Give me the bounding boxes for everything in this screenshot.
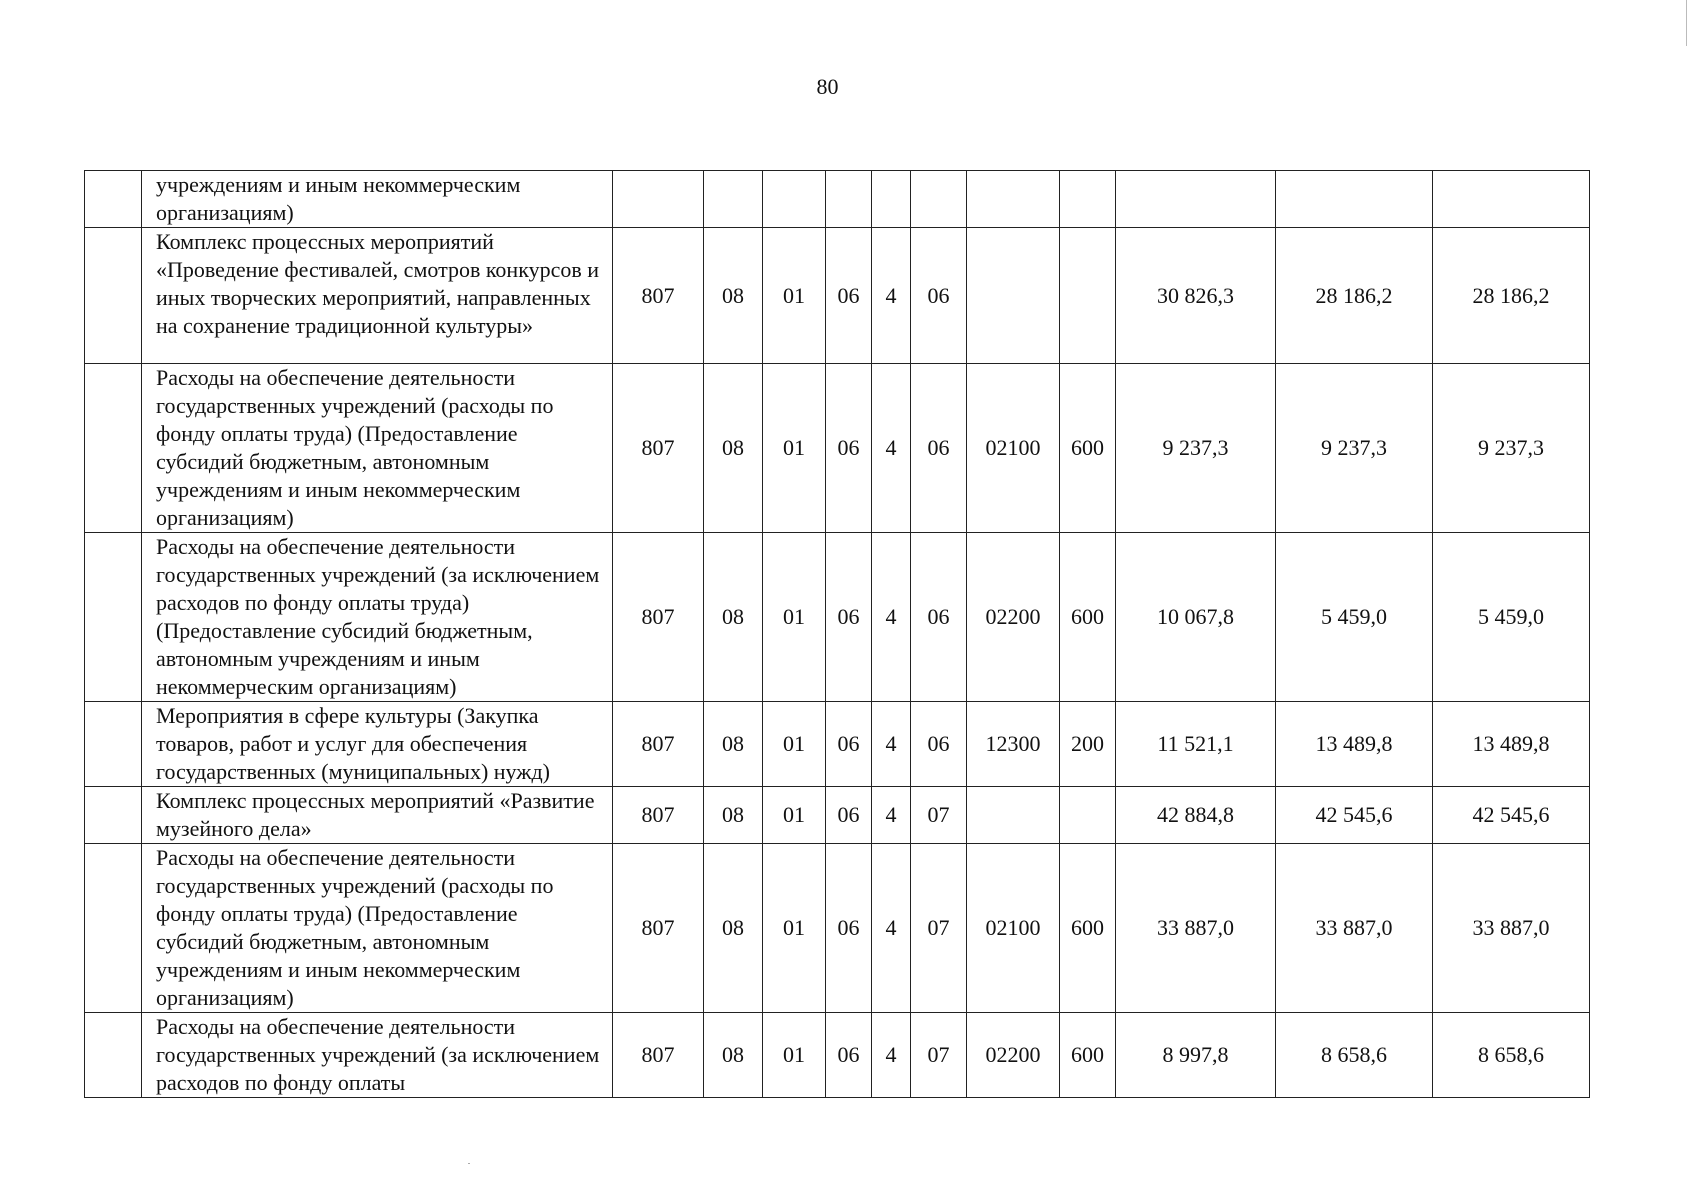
cell-index [85, 171, 142, 228]
cell-p4: 12300 [967, 702, 1060, 787]
cell-rz: 08 [704, 533, 763, 702]
cell-index [85, 533, 142, 702]
cell-y1: 42 884,8 [1116, 787, 1276, 844]
cell-y3: 33 887,0 [1433, 844, 1590, 1013]
cell-p2 [872, 171, 911, 228]
cell-vr: 200 [1060, 702, 1116, 787]
table-row [85, 1013, 1590, 1098]
cell-rz [704, 171, 763, 228]
cell-rz: 08 [704, 364, 763, 533]
cell-y2: 5 459,0 [1276, 533, 1433, 702]
cell-y3: 5 459,0 [1433, 533, 1590, 702]
cell-p2: 4 [872, 844, 911, 1013]
cell-p1 [826, 171, 872, 228]
cell-name: Комплекс процессных мероприятий «Проведение фестивалей, смотров конкурсов и иных творческих мероприятий, направленных на сохранение традиционной культуры» [142, 228, 613, 364]
cell-p1: 06 [826, 787, 872, 844]
cell-p4 [967, 228, 1060, 364]
cell-pr: 01 [763, 787, 826, 844]
cell-p4 [967, 171, 1060, 228]
cell-pr: 01 [763, 844, 826, 1013]
cell-p3: 06 [911, 533, 967, 702]
cell-index [85, 702, 142, 787]
cell-y1: 30 826,3 [1116, 228, 1276, 364]
cell-y2: 33 887,0 [1276, 844, 1433, 1013]
cell-y2: 42 545,6 [1276, 787, 1433, 844]
cell-ved: 807 [613, 1013, 704, 1098]
cell-vr [1060, 787, 1116, 844]
cell-name: Расходы на обеспечение деятельности государственных учреждений (расходы по фонду оплаты труда) (Предоставление субсидий бюджетным, автономным учреждениям и иным некоммерческим организациям) [142, 844, 613, 1013]
cell-pr: 01 [763, 364, 826, 533]
page-number: 80 [816, 74, 839, 99]
cell-name: Комплекс процессных мероприятий «Развитие музейного дела» [142, 787, 613, 844]
cell-p4 [967, 787, 1060, 844]
cell-y3: 9 237,3 [1433, 364, 1590, 533]
cell-ved: 807 [613, 844, 704, 1013]
cell-name: Расходы на обеспечение деятельности государственных учреждений (за исключением расходов по фонду оплаты [142, 1013, 613, 1098]
cell-p3: 06 [911, 364, 967, 533]
cell-pr: 01 [763, 1013, 826, 1098]
cell-p4: 02100 [967, 844, 1060, 1013]
cell-p2: 4 [872, 533, 911, 702]
cell-y3: 42 545,6 [1433, 787, 1590, 844]
cell-y3: 28 186,2 [1433, 228, 1590, 364]
cell-name: учреждениям и иным некоммерческим организациям) [142, 171, 613, 228]
cell-p3 [911, 171, 967, 228]
cell-p2: 4 [872, 364, 911, 533]
cell-vr [1060, 171, 1116, 228]
cell-y1: 11 521,1 [1116, 702, 1276, 787]
cell-p1: 06 [826, 228, 872, 364]
table-row [85, 844, 1590, 1013]
table-row [85, 228, 1590, 364]
table-row [85, 533, 1590, 702]
scan-edge-mark [1686, 0, 1687, 46]
cell-p3: 07 [911, 1013, 967, 1098]
cell-index [85, 228, 142, 364]
cell-pr: 01 [763, 702, 826, 787]
cell-p2: 4 [872, 228, 911, 364]
cell-p3: 07 [911, 787, 967, 844]
cell-y2: 28 186,2 [1276, 228, 1433, 364]
cell-p1: 06 [826, 364, 872, 533]
cell-p1: 06 [826, 533, 872, 702]
cell-name: Расходы на обеспечение деятельности государственных учреждений (за исключением расходов по фонду оплаты труда) (Предоставление субсидий бюджетным, автономным учреждениям и иным некоммерческим организациям) [142, 533, 613, 702]
scan-speck [468, 1163, 470, 1164]
cell-vr: 600 [1060, 533, 1116, 702]
cell-y1: 33 887,0 [1116, 844, 1276, 1013]
cell-y3: 8 658,6 [1433, 1013, 1590, 1098]
cell-y1: 10 067,8 [1116, 533, 1276, 702]
cell-p1: 06 [826, 702, 872, 787]
budget-table [84, 170, 1590, 1098]
cell-y2: 8 658,6 [1276, 1013, 1433, 1098]
cell-y1: 8 997,8 [1116, 1013, 1276, 1098]
cell-p3: 07 [911, 844, 967, 1013]
table-row [85, 171, 1590, 228]
cell-vr: 600 [1060, 844, 1116, 1013]
cell-ved: 807 [613, 228, 704, 364]
cell-vr: 600 [1060, 364, 1116, 533]
cell-ved: 807 [613, 787, 704, 844]
table-row [85, 787, 1590, 844]
table-row [85, 702, 1590, 787]
cell-ved: 807 [613, 702, 704, 787]
cell-name: Расходы на обеспечение деятельности государственных учреждений (расходы по фонду оплаты труда) (Предоставление субсидий бюджетным, автономным учреждениям и иным некоммерческим организациям) [142, 364, 613, 533]
cell-ved [613, 171, 704, 228]
cell-rz: 08 [704, 702, 763, 787]
cell-y3: 13 489,8 [1433, 702, 1590, 787]
cell-rz: 08 [704, 228, 763, 364]
cell-y2: 9 237,3 [1276, 364, 1433, 533]
cell-index [85, 844, 142, 1013]
cell-index [85, 1013, 142, 1098]
cell-vr [1060, 228, 1116, 364]
cell-p4: 02200 [967, 533, 1060, 702]
cell-p4: 02100 [967, 364, 1060, 533]
cell-y1 [1116, 171, 1276, 228]
cell-p1: 06 [826, 1013, 872, 1098]
cell-y2 [1276, 171, 1433, 228]
cell-p2: 4 [872, 1013, 911, 1098]
cell-ved: 807 [613, 364, 704, 533]
cell-index [85, 787, 142, 844]
cell-p2: 4 [872, 702, 911, 787]
cell-rz: 08 [704, 844, 763, 1013]
cell-p2: 4 [872, 787, 911, 844]
cell-name: Мероприятия в сфере культуры (Закупка товаров, работ и услуг для обеспечения государственных (муниципальных) нужд) [142, 702, 613, 787]
cell-p3: 06 [911, 228, 967, 364]
cell-y2: 13 489,8 [1276, 702, 1433, 787]
cell-p3: 06 [911, 702, 967, 787]
cell-index [85, 364, 142, 533]
cell-vr: 600 [1060, 1013, 1116, 1098]
cell-rz: 08 [704, 787, 763, 844]
cell-ved: 807 [613, 533, 704, 702]
table-row [85, 364, 1590, 533]
cell-y1: 9 237,3 [1116, 364, 1276, 533]
cell-p4: 02200 [967, 1013, 1060, 1098]
cell-rz: 08 [704, 1013, 763, 1098]
cell-pr [763, 171, 826, 228]
cell-pr: 01 [763, 228, 826, 364]
cell-pr: 01 [763, 533, 826, 702]
cell-y3 [1433, 171, 1590, 228]
cell-p1: 06 [826, 844, 872, 1013]
